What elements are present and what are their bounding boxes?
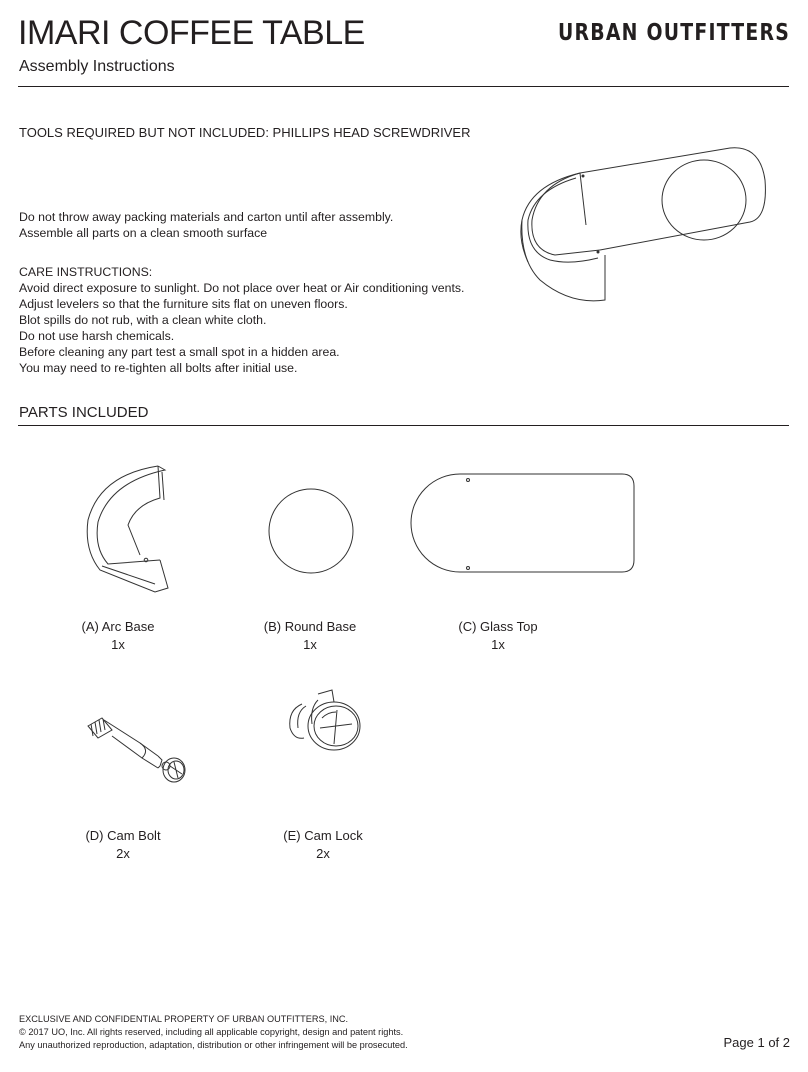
care-line: Avoid direct exposure to sunlight. Do not place over heat or Air conditioning vents. <box>19 281 465 295</box>
part-e-qty: 2x <box>316 846 330 861</box>
part-d-label <box>43 827 203 863</box>
part-e-name: (E) Cam Lock <box>283 828 363 843</box>
assembly-notes <box>19 209 393 241</box>
part-d-qty: 2x <box>116 846 130 861</box>
tools-required: TOOLS REQUIRED BUT NOT INCLUDED: PHILLIPS HEAD SCREWDRIVER <box>19 125 471 140</box>
care-line: Before cleaning any part test a small spot in a hidden area. <box>19 345 340 359</box>
part-b-name: (B) Round Base <box>263 619 357 634</box>
care-instructions <box>19 264 464 376</box>
cam-lock-illustration <box>282 688 367 756</box>
part-c-label <box>418 618 578 654</box>
part-c-name: (C) Glass Top <box>458 619 538 634</box>
note-line: Do not throw away packing materials and carton until after assembly. <box>19 210 394 224</box>
document-subtitle: Assembly Instructions <box>19 58 175 75</box>
footer-line: © 2017 UO, Inc. All rights reserved, including all applicable copyright, design and patent rights. <box>19 1027 404 1037</box>
part-a-qty: 1x <box>111 637 125 652</box>
legal-footer <box>19 1013 408 1052</box>
part-d-name: (D) Cam Bolt <box>85 828 161 843</box>
care-line: Adjust levelers so that the furniture sits flat on uneven floors. <box>19 297 348 311</box>
brand-logo: URBAN OUTFITTERS <box>557 20 790 46</box>
care-line: Blot spills do not rub, with a clean white cloth. <box>19 313 267 327</box>
assembled-table-illustration <box>510 140 780 310</box>
parts-heading: PARTS INCLUDED <box>19 404 149 421</box>
part-c-qty: 1x <box>491 637 505 652</box>
header-divider <box>18 86 789 87</box>
document-title: IMARI COFFEE TABLE <box>18 14 365 52</box>
care-line: You may need to re-tighten all bolts after initial use. <box>19 361 298 375</box>
note-line: Assemble all parts on a clean smooth surface <box>19 226 268 240</box>
page-number: Page 1 of 2 <box>723 1035 790 1050</box>
care-heading: CARE INSTRUCTIONS: <box>19 265 153 279</box>
part-e-label <box>243 827 403 863</box>
part-a-label <box>38 618 198 654</box>
part-a-name: (A) Arc Base <box>81 619 155 634</box>
glass-top-illustration <box>408 472 640 576</box>
round-base-illustration <box>268 488 356 576</box>
parts-divider <box>18 425 789 426</box>
footer-line: Any unauthorized reproduction, adaptation, distribution or other infringement will be prosecuted. <box>19 1040 408 1050</box>
cam-bolt-illustration <box>82 708 197 788</box>
footer-line: EXCLUSIVE AND CONFIDENTIAL PROPERTY OF URBAN OUTFITTERS, INC. <box>19 1014 349 1024</box>
care-line: Do not use harsh chemicals. <box>19 329 175 343</box>
part-b-qty: 1x <box>303 637 317 652</box>
part-b-label <box>230 618 390 654</box>
arc-base-illustration <box>80 460 180 595</box>
